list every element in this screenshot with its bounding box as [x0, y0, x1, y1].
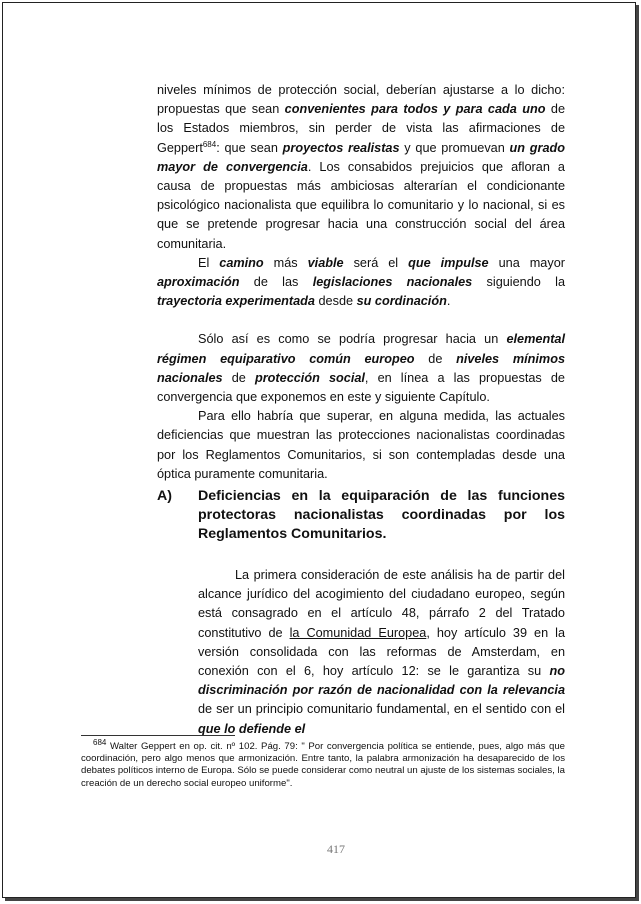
- page-number: 417: [327, 842, 345, 856]
- section-letter: A): [157, 488, 172, 504]
- section-body: [198, 566, 565, 739]
- text-run: niveles mínimos de protección social, deberían ajustarse a lo dicho: propuestas que sean: [157, 83, 565, 117]
- paragraph: [157, 330, 565, 407]
- text-run: siguiendo la: [472, 275, 566, 290]
- text-run: y que promuevan: [399, 140, 510, 155]
- emphasis-text: su cordinación: [356, 294, 447, 309]
- emphasis-text: viable: [307, 255, 344, 270]
- text-run: . Los consabidos prejuicios que afloran a causa de propuestas más ambiciosas alterarían el condicionante psicológico nacionalista que equilibra lo comunitario y lo nacional, si es que se pretende progresar hacia una construcción social del área comunitaria.: [157, 159, 565, 251]
- text-run: de los Estados miembros, sin perder de vista las afirmaciones de Geppert: [157, 102, 566, 155]
- footnote-number: 684: [93, 737, 107, 747]
- text-run: de: [414, 351, 457, 366]
- text-run: Para ello habría que superar, en alguna medida, las actuales deficiencias que muestran las protecciones nacionalistas coordinadas por los Reglamentos Comunitarios, si son contempladas desde una óptica puramente comunitaria.: [157, 409, 565, 481]
- text-run: desde: [314, 294, 357, 309]
- text-run: será el: [343, 255, 409, 270]
- text-run: de ser un principio comunitario fundamental, en el sentido con el: [198, 702, 565, 717]
- emphasis-text: protección social: [254, 370, 365, 385]
- footnote-separator: [81, 735, 235, 736]
- emphasis-text: no discriminación por razón de nacionalidad con la relevancia: [198, 664, 565, 698]
- footnote: [81, 737, 565, 790]
- emphasis-text: un grado mayor de convergencia: [157, 140, 566, 174]
- emphasis-text: elemental régimen equiparativo común europeo: [157, 332, 565, 366]
- text-run: de las: [239, 275, 313, 290]
- body-text: [157, 81, 565, 484]
- paragraph: [198, 566, 565, 739]
- text-run: Sólo así es como se podría progresar hacia un: [198, 332, 507, 347]
- text-run: El: [198, 255, 220, 270]
- emphasis-text: aproximación: [157, 275, 240, 290]
- emphasis-text: niveles mínimos nacionales: [157, 351, 565, 385]
- emphasis-text: camino: [219, 255, 264, 270]
- emphasis-text: legislaciones nacionales: [312, 275, 473, 290]
- text-run: .: [446, 294, 451, 309]
- emphasis-text: proyectos realistas: [282, 140, 400, 155]
- text-run: de: [222, 370, 255, 385]
- emphasis-text: convenientes para todos y para cada uno: [284, 102, 546, 117]
- paragraph: [157, 254, 565, 312]
- paragraph: [157, 407, 565, 484]
- emphasis-text: que lo defiende el: [198, 721, 306, 736]
- footnote-text: Walter Geppert en op. cit. nº 102. Pág. 79: " Por convergencia política se entiende, pues, algo más que coordinación, pero algo menos que armonización. Entre tanto, la palabra armonización ha desaparecido de los debates políticos interno de Europa. Sólo se puede considerar como neutral un ajuste de los sistemas sociales, la creación de un derecho social europeo uniforme".: [81, 741, 565, 789]
- emphasis-text: que impulse: [408, 255, 489, 270]
- text-run: , en línea a las propuestas de convergencia que exponemos en este y siguiente Capítulo.: [157, 370, 565, 405]
- text-run: : que sean: [216, 140, 283, 155]
- paragraph: [157, 81, 565, 254]
- text-run: La primera consideración de este análisis ha de partir del alcance jurídico del acogimiento del ciudadano europeo, según está consagrado en el artículo 48, párrafo 2 del Tratado constitutivo de: [198, 568, 565, 640]
- document-page: [2, 2, 636, 898]
- text-run: la Comunidad Europea: [289, 625, 427, 640]
- text-run: más: [263, 255, 308, 270]
- emphasis-text: trayectoria experimentada: [157, 294, 315, 309]
- section-title: Deficiencias en la equiparación de las funciones protectoras nacionalistas coordinadas por los Reglamentos Comunitarios.: [198, 488, 565, 542]
- section-heading: [157, 487, 565, 544]
- footnote-reference: 684: [202, 139, 217, 149]
- text-run: , hoy artículo 39 en la versión consolidada con las reformas de Amsterdam, en conexión con el 6, hoy artículo 12: se le garantiza su: [198, 625, 566, 679]
- text-run: una mayor: [488, 255, 565, 270]
